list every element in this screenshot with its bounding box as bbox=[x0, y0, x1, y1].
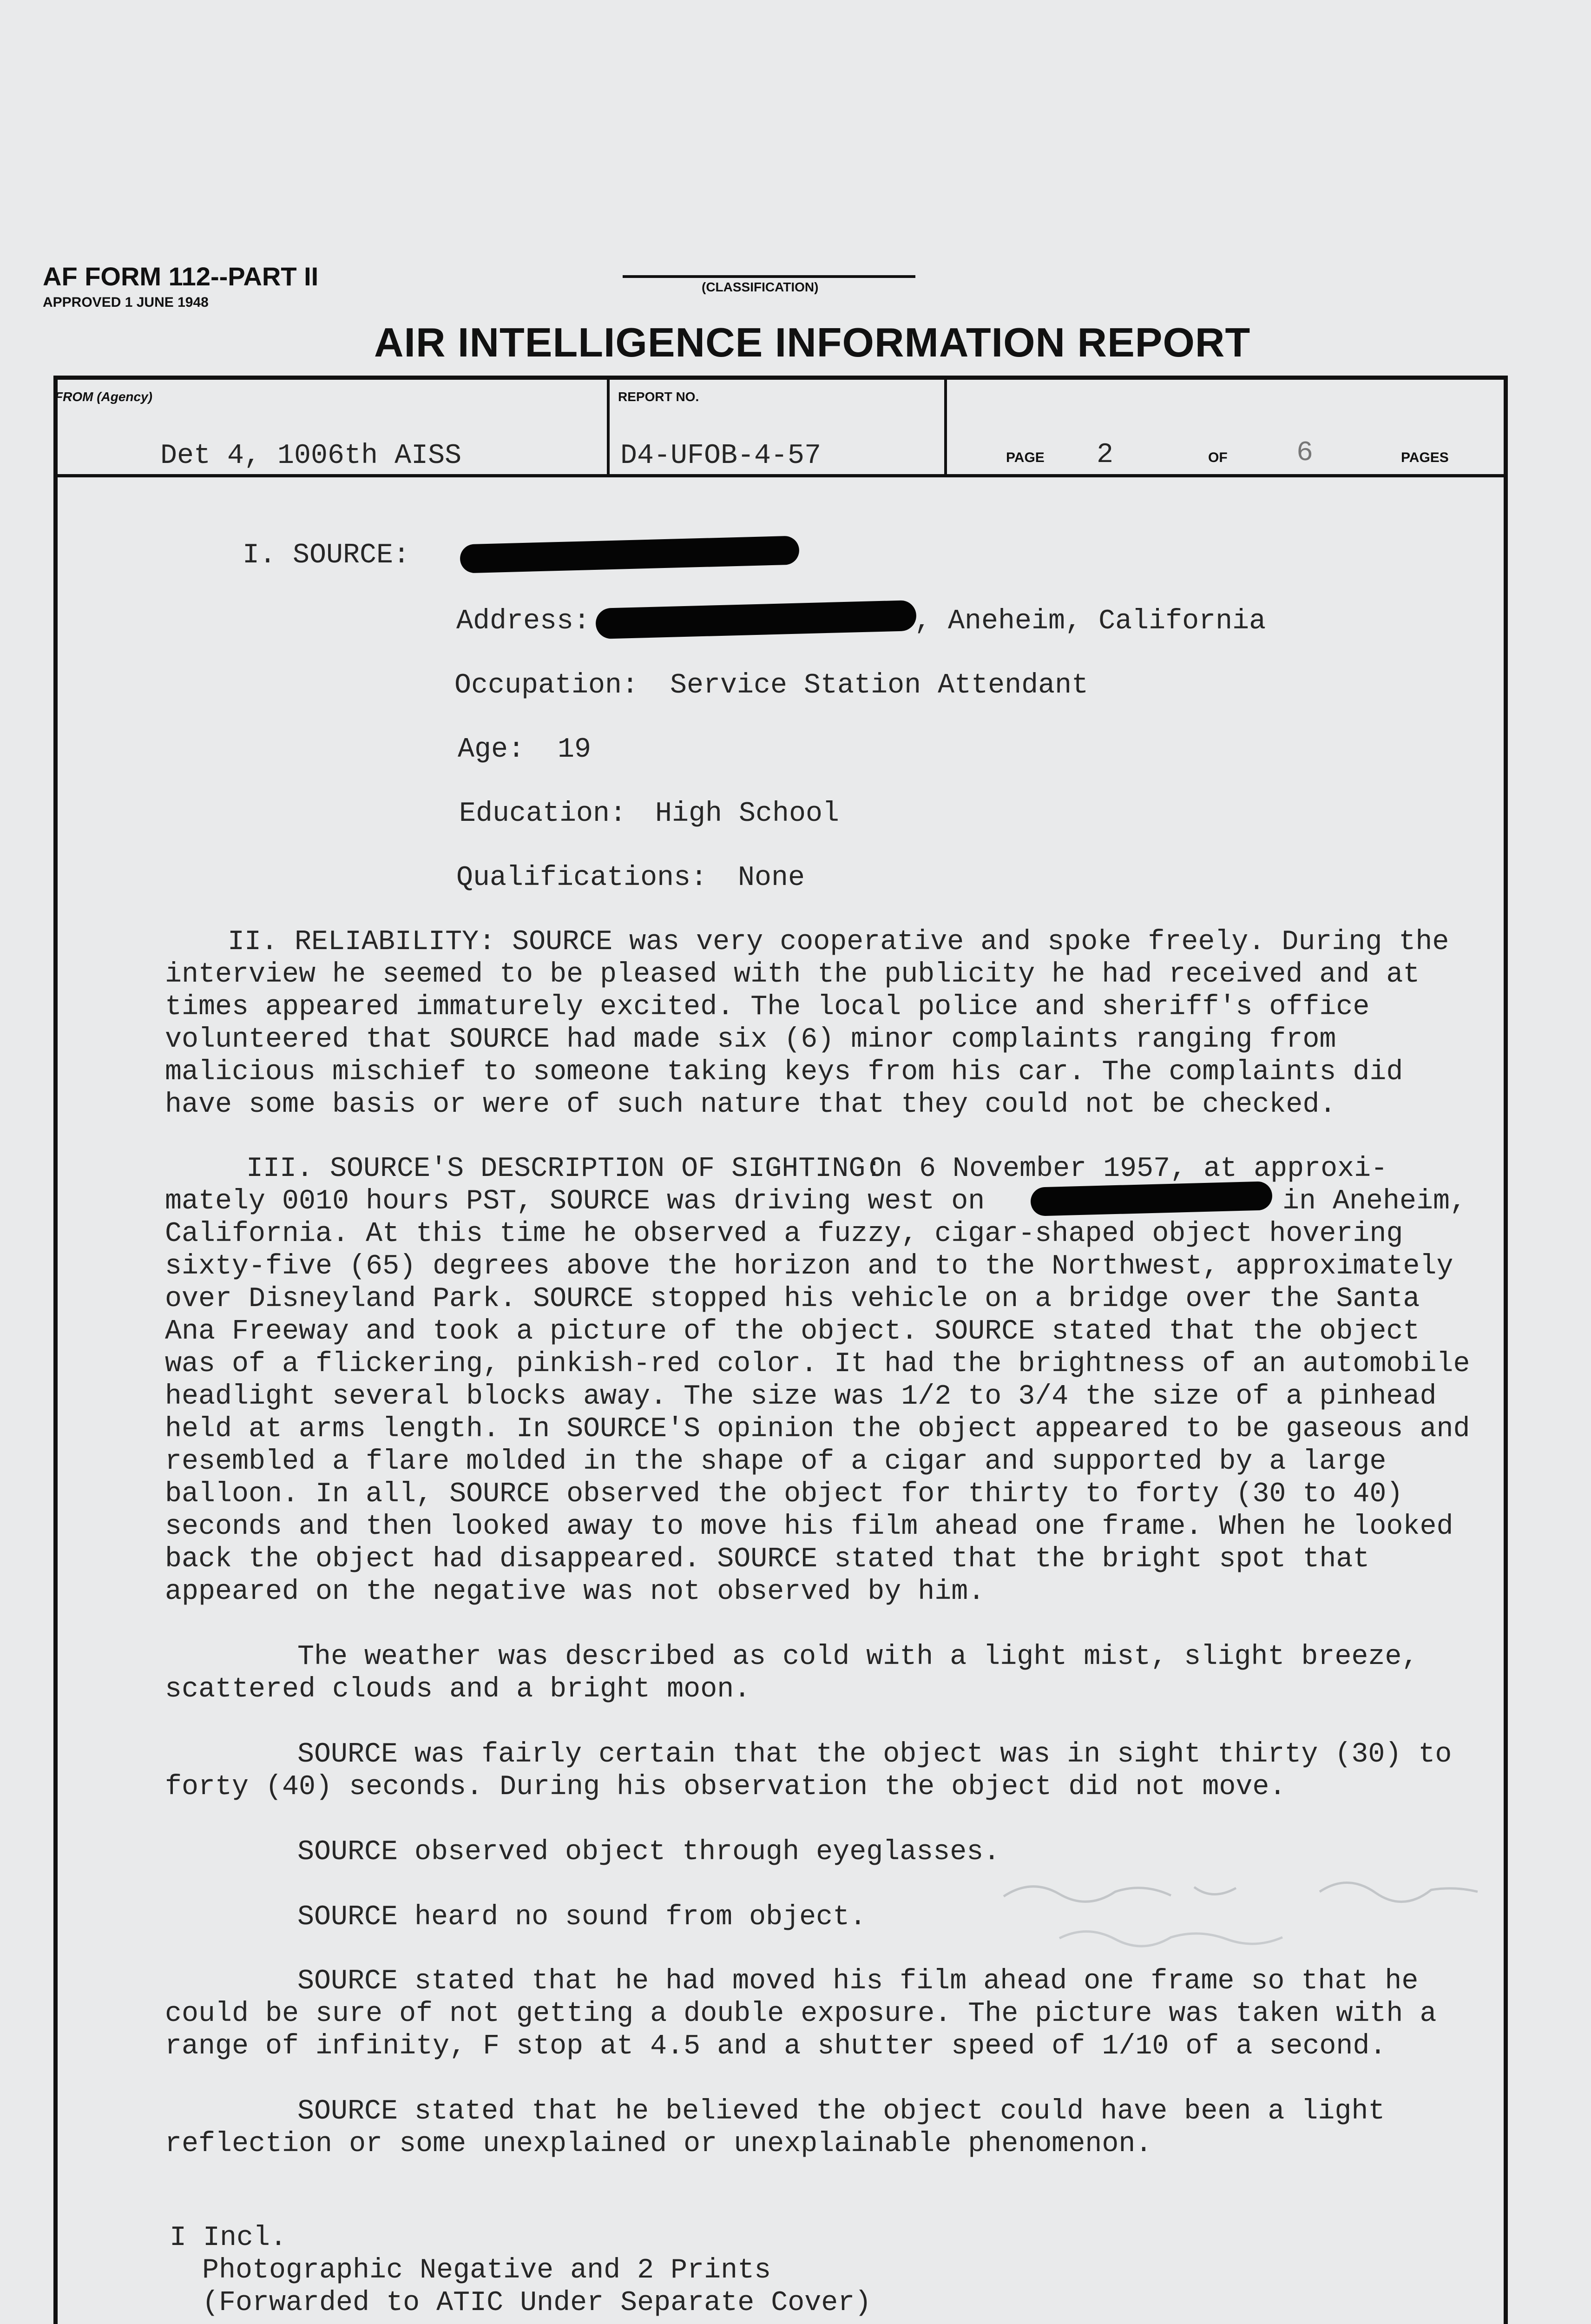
sound-text: SOURCE heard no sound from object. bbox=[297, 1901, 867, 1933]
reliability-paragraph bbox=[165, 926, 1475, 1121]
film-text: SOURCE stated that he had moved his film ahead one frame so that he could be sure of not getting a double exposure. The picture was taken with a range of infinity, F stop at 4.5 and a shutter speed of 1/10 of a second. bbox=[165, 1966, 1437, 2062]
pencil-annotation bbox=[994, 1859, 1506, 1966]
sighting-intro: On 6 November 1957, at approxi- bbox=[869, 1153, 1388, 1185]
inclosure-note: (Forwarded to ATIC Under Separate Cover) bbox=[202, 2287, 872, 2319]
sighting-line-2a: mately 0010 hours PST, SOURCE was driving west on bbox=[165, 1186, 985, 1217]
inclosure-count: I Incl. bbox=[170, 2222, 287, 2254]
from-value: Det 4, 1006th AISS bbox=[160, 440, 462, 472]
form-number: AF FORM 112--PART II bbox=[43, 262, 319, 291]
duration-text: SOURCE was fairly certain that the object was in sight thirty (30) to forty (40) seconds. During his observation the object did not move. bbox=[165, 1739, 1452, 1803]
weather-section bbox=[165, 1641, 1475, 1706]
education-label: Education: bbox=[459, 798, 627, 830]
classification-top: (CLASSIFICATION) bbox=[702, 280, 819, 294]
form-approved-date: APPROVED 1 JUNE 1948 bbox=[43, 295, 209, 310]
sighting-text: California. At this time he observed a fuzzy, cigar-shaped object hovering sixty-five (65) degrees above the horizon and to the Northwest, approximately over Disneyland Park. SOURCE stopped his vehicle on a bridge over the Santa Ana Freeway and took a picture of the object. SOURCE stated that the object was of a flickering, pinkish-red color. It had the brightness of an automobile headlight several blocks away. The size was 1/2 to 3/4 the size of a pinhead held at arms length. In SOURCE'S opinion the object appeared to be gaseous and resembled a flare molded in the shape of a cigar and supported by a large balloon. In all, SOURCE observed the object for thirty to forty (30 to 40) seconds and then looked away to move his film ahead one frame. When he looked back the object had disappeared. SOURCE stated that the bright spot that appeared on the negative was not observed by him. bbox=[165, 1218, 1470, 1608]
page-number: 2 bbox=[1097, 439, 1114, 471]
education-value: High School bbox=[655, 798, 840, 830]
qualifications-value: None bbox=[738, 862, 805, 894]
header-col-divider-1 bbox=[607, 379, 610, 476]
duration-section bbox=[165, 1738, 1475, 1803]
inclosure-item: Photographic Negative and 2 Prints bbox=[202, 2255, 771, 2286]
age-label: Age: bbox=[458, 734, 525, 766]
reliability-heading: II. RELIABILITY: bbox=[228, 926, 496, 958]
report-title: AIR INTELLIGENCE INFORMATION REPORT bbox=[374, 319, 1251, 365]
sighting-heading: III. SOURCE'S DESCRIPTION OF SIGHTING: bbox=[246, 1153, 882, 1185]
address-label: Address: bbox=[456, 606, 591, 637]
film-section bbox=[165, 1965, 1475, 2063]
total-pages: 6 bbox=[1296, 437, 1314, 469]
source-heading: I. SOURCE: bbox=[243, 540, 410, 571]
header-row-divider bbox=[53, 474, 1508, 477]
belief-section bbox=[165, 2095, 1475, 2160]
of-label: OF bbox=[1208, 450, 1228, 465]
qualifications-label: Qualifications: bbox=[456, 862, 708, 894]
address-value: , Aneheim, California bbox=[914, 606, 1266, 637]
occupation-value: Service Station Attendant bbox=[670, 670, 1089, 701]
reliability-text: SOURCE was very cooperative and spoke freely. During the interview he seemed to be pleased with the publicity he had received and at times appeared immaturely excited. The local police and sheriff's office volunteered that SOURCE had made six (6) minor complaints ranging from malicious mischief to someone taking keys from his car. The complaints did have some basis or were of such nature that they could not be checked. bbox=[165, 926, 1449, 1121]
from-label: FROM (Agency) bbox=[55, 390, 152, 404]
eyeglasses-text: SOURCE observed object through eyeglasses. bbox=[297, 1836, 1000, 1868]
age-value: 19 bbox=[558, 734, 592, 766]
report-no-value: D4-UFOB-4-57 bbox=[620, 440, 822, 472]
report-no-label: REPORT NO. bbox=[618, 390, 699, 404]
reliability-section bbox=[165, 926, 1475, 1121]
classification-line-top bbox=[623, 275, 915, 278]
header-col-divider-2 bbox=[944, 379, 947, 476]
sighting-line-2b: in Aneheim, bbox=[1282, 1186, 1467, 1217]
weather-text: The weather was described as cold with a light mist, slight breeze, scattered clouds and a bright moon. bbox=[165, 1641, 1419, 1705]
occupation-label: Occupation: bbox=[454, 670, 639, 701]
belief-text: SOURCE stated that he believed the object could have been a light reflection or some unexplained or unexplainable phenomenon. bbox=[165, 2096, 1385, 2160]
sighting-body bbox=[165, 1218, 1475, 1608]
pages-label: PAGES bbox=[1401, 450, 1449, 465]
page-label: PAGE bbox=[1006, 450, 1045, 465]
